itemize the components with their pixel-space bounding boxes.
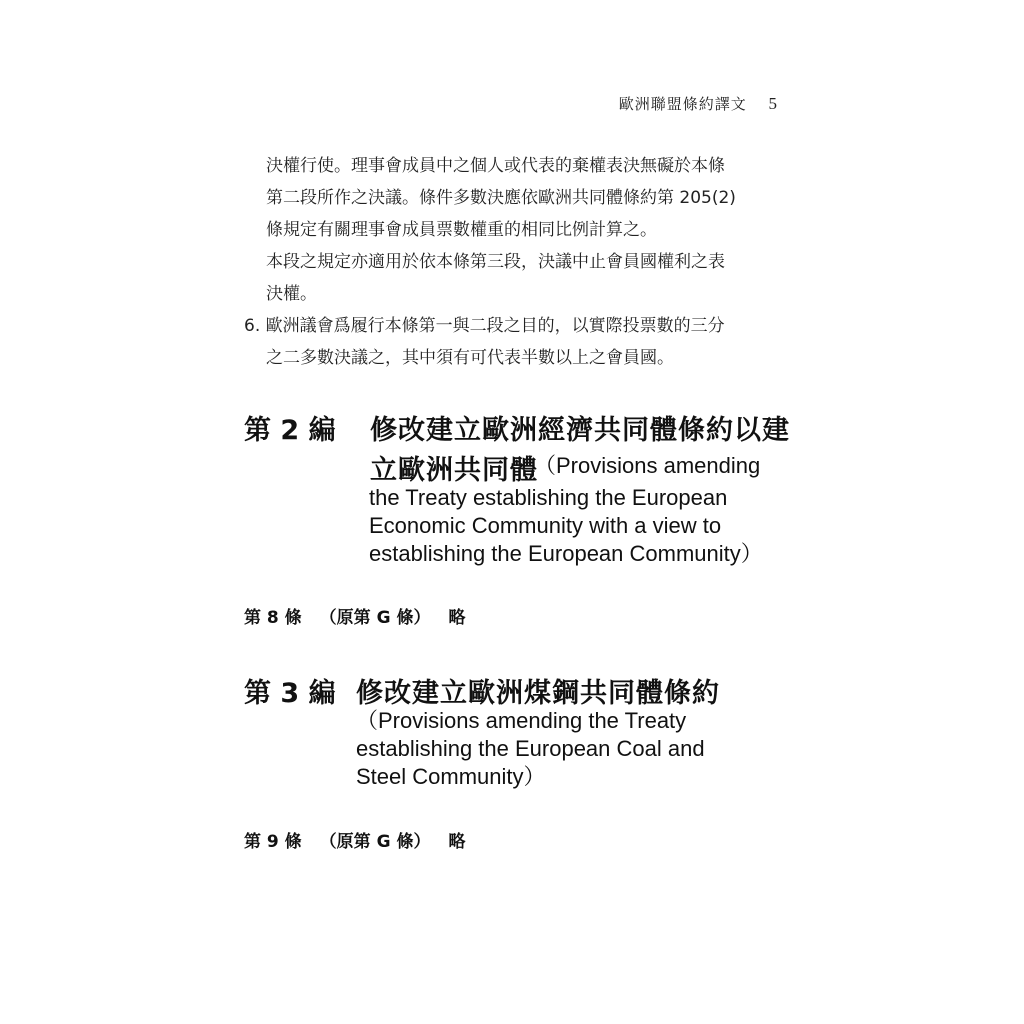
- part-3-title-en-line: establishing the European Coal and: [356, 736, 705, 761]
- paragraph-line: 之二多數決議之，其中須有可代表半數以上之會員國。: [266, 348, 674, 368]
- part-3-title-en: [356, 707, 705, 791]
- page-number: 5: [768, 94, 778, 113]
- part-3-title-en-line: Steel Community）: [356, 764, 546, 789]
- part-2-title-en-line: the Treaty establishing the European: [369, 485, 728, 510]
- article-8: [244, 603, 483, 628]
- part-2-label: 第 2 編: [244, 415, 336, 446]
- paragraph-line: 本段之規定亦適用於依本條第三段，決議中止會員國權利之表: [266, 252, 725, 272]
- part-3-title-zh: 修改建立歐洲煤鋼共同體條約: [356, 678, 720, 709]
- part-2-title-zh-line2: 立歐洲共同體: [370, 455, 538, 486]
- part-2-title-en-line: establishing the European Community）: [369, 541, 763, 566]
- part-3-heading: [244, 671, 784, 801]
- paragraph-line: 第二段所作之決議。條件多數決應依歐洲共同體條約第 205(2): [266, 188, 736, 208]
- article-9-number: 第 9 條: [244, 832, 302, 852]
- part-2-title-en-line: （Provisions amending: [534, 453, 761, 478]
- article-9-status: 略: [448, 832, 466, 852]
- paragraph-line: 6. 歐洲議會爲履行本條第一與二段之目的，以實際投票數的三分: [244, 316, 725, 336]
- running-header: [619, 93, 778, 114]
- running-header-title: 歐洲聯盟條約譯文: [618, 95, 747, 113]
- paragraph-line: 條規定有關理事會成員票數權重的相同比例計算之。: [266, 220, 657, 240]
- article-8-number: 第 8 條: [244, 608, 302, 628]
- part-2-title-en-rest: [369, 484, 763, 568]
- article-8-status: 略: [448, 608, 466, 628]
- body-paragraphs: [244, 150, 784, 374]
- part-2-heading: [244, 408, 790, 568]
- part-2-title-en-line: Economic Community with a view to: [369, 513, 722, 538]
- part-2-title-en-first: [534, 452, 760, 480]
- part-3-label: 第 3 編: [244, 678, 336, 709]
- part-3-title-en-line: （Provisions amending the Treaty: [356, 708, 687, 733]
- paragraph-line: 決權。: [266, 284, 317, 304]
- article-8-note: （原第 G 條）: [319, 608, 431, 628]
- part-2-title-zh-line1: 修改建立歐洲經濟共同體條約以建: [370, 415, 790, 446]
- article-9: [244, 827, 483, 852]
- paragraph-line: 決權行使。理事會成員中之個人或代表的棄權表決無礙於本條: [266, 156, 725, 176]
- article-9-note: （原第 G 條）: [319, 832, 431, 852]
